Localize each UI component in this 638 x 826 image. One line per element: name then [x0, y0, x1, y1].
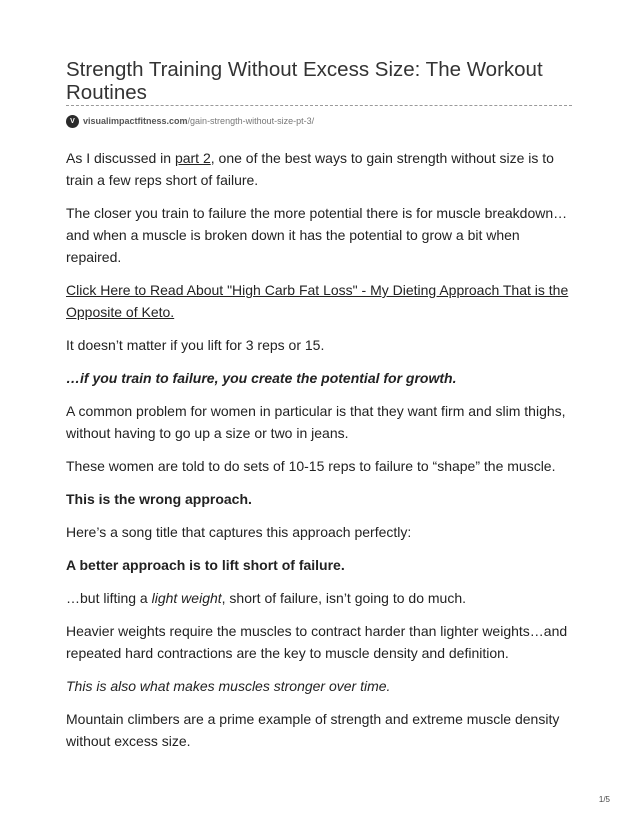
article-title: Strength Training Without Excess Size: The Workout Routines: [66, 58, 543, 104]
paragraph-7: These women are told to do sets of 10-15 reps to failure to “shape” the muscle.: [66, 458, 556, 474]
paragraph-12: Heavier weights require the muscles to contract harder than lighter weights…and repeated hard contractions are the key to muscle density and definition.: [66, 623, 568, 661]
title-divider: [66, 105, 572, 106]
emphasis-text: light weight: [151, 590, 222, 606]
paragraph-text: , one of the best ways to gain strength without size is to train a few reps short of failure.: [66, 150, 554, 188]
paragraph-9: Here’s a song title that captures this approach perfectly:: [66, 524, 412, 540]
paragraph-text: As I discussed in: [66, 150, 175, 166]
paragraph-4: It doesn’t matter if you lift for 3 reps or 15.: [66, 337, 325, 353]
source-line: [66, 113, 314, 129]
paragraph-2: The closer you train to failure the more potential there is for muscle breakdown…and when a muscle is broken down it has the potential to grow a bit when repaired.: [66, 205, 568, 265]
paragraph-6: A common problem for women in particular is that they want firm and slim thighs, without having to go up a size or two in jeans.: [66, 403, 566, 441]
part-2-link[interactable]: part 2: [174, 150, 211, 166]
paragraph-14: Mountain climbers are a prime example of strength and extreme muscle density without excess size.: [66, 711, 560, 749]
paragraph-text: , short of failure, isn’t going to do much.: [221, 590, 467, 606]
paragraph-13: This is also what makes muscles stronger over time.: [66, 678, 391, 694]
paragraph-3: [66, 279, 576, 323]
source-domain[interactable]: visualimpactfitness.com: [83, 116, 188, 126]
paragraph-8: This is the wrong approach.: [66, 491, 252, 507]
source-path[interactable]: /gain-strength-without-size-pt-3/: [187, 116, 315, 126]
article-body: [66, 147, 576, 763]
paragraph-5: …if you train to failure, you create the potential for growth.: [66, 370, 457, 386]
page-number: 1/5: [598, 795, 610, 804]
paragraph-1: [66, 147, 576, 191]
paragraph-text: …but lifting a: [66, 590, 152, 606]
high-carb-fat-loss-link[interactable]: Click Here to Read About "High Carb Fat Loss" - My Dieting Approach That is the Opposite of Keto.: [66, 282, 569, 320]
paragraph-10: A better approach is to lift short of failure.: [66, 557, 345, 573]
site-logo-icon: V: [66, 115, 79, 128]
paragraph-11: [66, 587, 576, 609]
